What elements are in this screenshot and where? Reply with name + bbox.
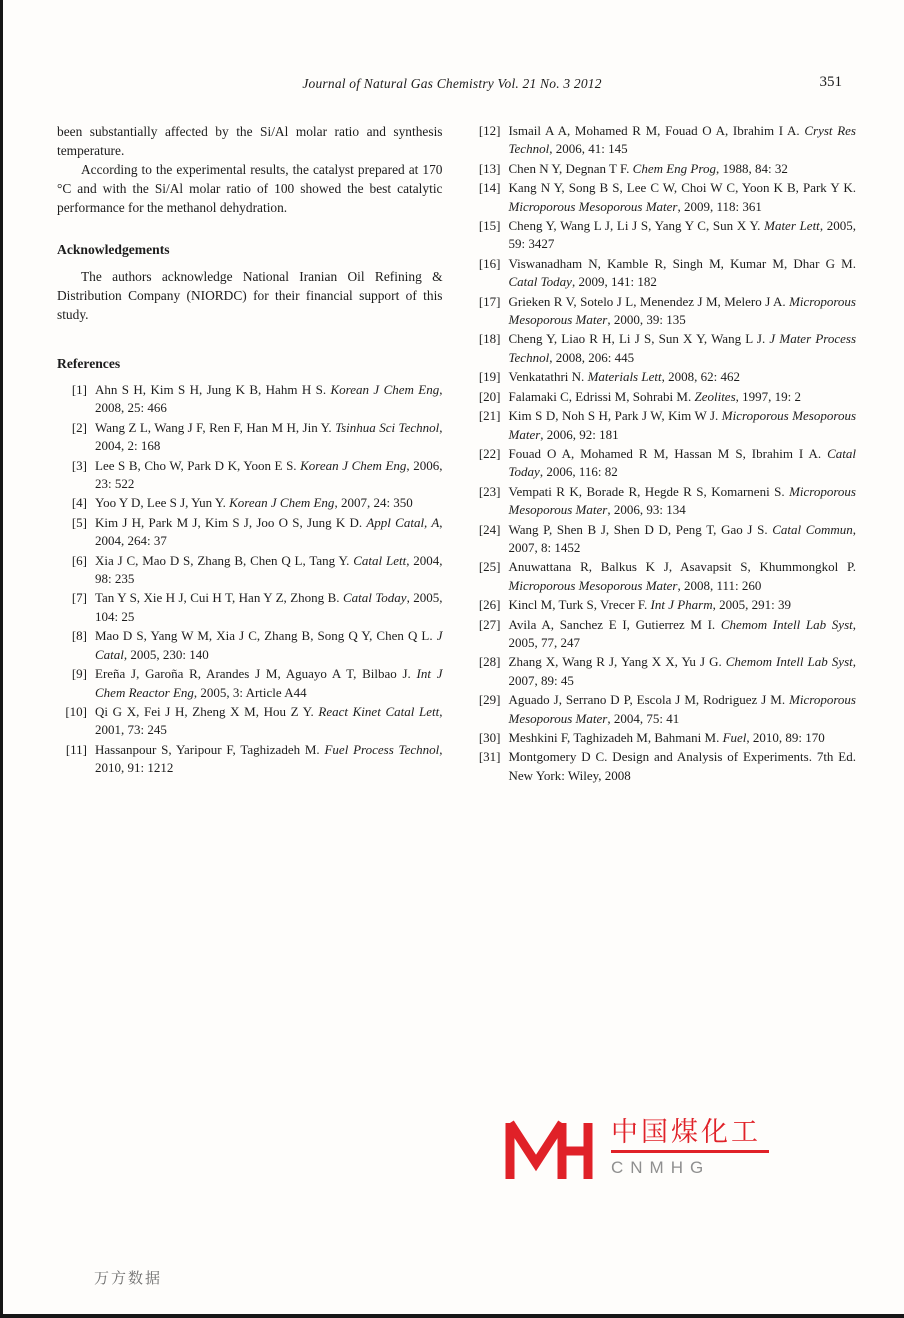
reference-number: [14]	[478, 180, 501, 196]
two-column-body	[57, 122, 856, 786]
reference-list-left	[57, 381, 443, 778]
reference-item	[57, 457, 443, 494]
reference-item	[471, 368, 857, 386]
reference-number: [27]	[478, 616, 501, 632]
reference-text: Hassanpour S, Yaripour F, Taghizadeh M. Fuel Process Technol, 2010, 91: 1212	[95, 741, 443, 776]
scan-edge-left	[0, 0, 3, 1318]
reference-number: [9]	[71, 666, 87, 682]
reference-text: Yoo Y D, Lee S J, Yun Y. Korean J Chem Eng, 2007, 24: 350	[95, 495, 413, 511]
reference-text: Anuwattana R, Balkus K J, Asavapsit S, Khummongkol P. Microporous Mesoporous Mater, 2008, 111: 260	[508, 559, 856, 593]
reference-number: [1]	[71, 382, 87, 397]
reference-item	[471, 179, 857, 216]
reference-item	[471, 293, 857, 330]
reference-number: [16]	[478, 255, 501, 271]
left-column	[57, 122, 443, 786]
reference-number: [21]	[478, 408, 501, 424]
reference-text: Aguado J, Serrano D P, Escola J M, Rodriguez J M. Microporous Mesoporous Mater, 2004, 75: 41	[508, 692, 856, 726]
reference-number: [11]	[65, 741, 87, 757]
reference-number: [26]	[478, 597, 501, 613]
reference-item	[471, 330, 857, 367]
reference-item	[57, 494, 443, 512]
reference-number: [15]	[478, 218, 501, 234]
reference-number: [4]	[71, 495, 87, 511]
reference-item	[471, 558, 857, 595]
reference-text: Vempati R K, Borade R, Hegde R S, Komarneni S. Microporous Mesoporous Mater, 2006, 93: 134	[508, 483, 856, 518]
logo-underline	[611, 1150, 769, 1153]
logo-chinese-text: 中国煤化工	[611, 1117, 761, 1147]
reference-text: Cheng Y, Wang L J, Li J S, Yang Y C, Sun X Y. Mater Lett, 2005, 59: 3427	[508, 218, 857, 252]
reference-item	[57, 514, 443, 551]
reference-text: Chen N Y, Degnan T F. Chem Eng Prog, 1988, 84: 32	[508, 160, 788, 176]
reference-number: [20]	[478, 388, 501, 404]
logo-text-block	[611, 1117, 769, 1178]
reference-number: [23]	[478, 483, 501, 499]
reference-item	[471, 483, 857, 520]
reference-item	[471, 596, 857, 614]
references-heading: References	[57, 356, 121, 371]
reference-number: [28]	[478, 654, 501, 670]
reference-number: [29]	[478, 692, 501, 708]
body-paragraph: According to the experimental results, the catalyst prepared at 170 °C and with the Si/Al molar ratio of 100 showed the best catalytic performance for the methanol dehydration.	[57, 162, 443, 215]
reference-item	[471, 388, 857, 406]
reference-item	[57, 703, 443, 740]
reference-number: [2]	[71, 419, 87, 435]
reference-text: Tan Y S, Xie H J, Cui H T, Han Y Z, Zhong B. Catal Today, 2005, 104: 25	[95, 590, 443, 624]
reference-number: [31]	[478, 749, 501, 765]
reference-text: Cheng Y, Liao R H, Li J S, Sun X Y, Wang L J. J Mater Process Technol, 2008, 206: 445	[508, 331, 856, 365]
reference-text: Ahn S H, Kim S H, Jung K B, Hahm H S. Korean J Chem Eng, 2008, 25: 466	[95, 382, 443, 416]
reference-text: Ismail A A, Mohamed R M, Fouad O A, Ibrahim I A. Cryst Res Technol, 2006, 41: 145	[508, 123, 856, 157]
reference-item	[471, 748, 857, 785]
reference-text: Grieken R V, Sotelo J L, Menendez J M, Melero J A. Microporous Mesoporous Mater, 2000, 39: 135	[508, 293, 856, 328]
reference-text: Ereña J, Garoña R, Arandes J M, Aguayo A T, Bilbao J. Int J Chem Reactor Eng, 2005, 3: Article A44	[95, 666, 443, 700]
reference-text: Venkatathri N. Materials Lett, 2008, 62: 462	[508, 369, 740, 385]
scan-edge-bottom	[0, 1314, 904, 1318]
reference-number: [25]	[478, 559, 501, 575]
reference-item	[57, 589, 443, 626]
reference-text: Mao D S, Yang W M, Xia J C, Zhang B, Song Q Y, Chen Q L. J Catal, 2005, 230: 140	[95, 628, 443, 662]
reference-number: [12]	[478, 123, 501, 138]
reference-text: Falamaki C, Edrissi M, Sohrabi M. Zeolites, 1997, 19: 2	[508, 388, 802, 404]
reference-item	[57, 665, 443, 702]
reference-text: Wang Z L, Wang J F, Ren F, Han M H, Jin Y. Tsinhua Sci Technol, 2004, 2: 168	[95, 419, 443, 454]
reference-number: [24]	[478, 521, 501, 537]
reference-list-right	[471, 122, 857, 785]
reference-item	[471, 255, 857, 292]
reference-item	[57, 552, 443, 589]
reference-text: Lee S B, Cho W, Park D K, Yoon E S. Korean J Chem Eng, 2006, 23: 522	[95, 457, 443, 492]
body-paragraph: been substantially affected by the Si/Al molar ratio and synthesis temperature.	[57, 124, 443, 158]
reference-number: [22]	[478, 445, 501, 461]
reference-item	[471, 521, 857, 558]
reference-item	[471, 160, 857, 178]
reference-number: [3]	[71, 457, 87, 473]
right-column	[471, 122, 857, 786]
reference-number: [5]	[71, 514, 87, 530]
reference-item	[57, 627, 443, 664]
reference-text: Kim J H, Park M J, Kim S J, Joo O S, Jung K D. Appl Catal, A, 2004, 264: 37	[95, 514, 443, 549]
publisher-logo	[502, 1117, 769, 1183]
reference-number: [6]	[71, 552, 87, 568]
reference-text: Meshkini F, Taghizadeh M, Bahmani M. Fuel, 2010, 89: 170	[508, 730, 825, 745]
reference-number: [10]	[65, 703, 87, 719]
reference-text: Xia J C, Mao D S, Zhang B, Chen Q L, Tang Y. Catal Lett, 2004, 98: 235	[95, 552, 443, 587]
reference-item	[471, 616, 857, 653]
page-number: 351	[819, 74, 842, 90]
reference-text: Zhang X, Wang R J, Yang X X, Yu J G. Chemom Intell Lab Syst, 2007, 89: 45	[508, 654, 857, 688]
reference-text: Viswanadham N, Kamble R, Singh M, Kumar M, Dhar G M. Catal Today, 2009, 141: 182	[508, 255, 856, 290]
reference-number: [19]	[478, 369, 501, 385]
reference-text: Montgomery D C. Design and Analysis of Experiments. 7th Ed. New York: Wiley, 2008	[508, 749, 856, 783]
reference-item	[57, 381, 443, 418]
reference-number: [7]	[71, 590, 87, 606]
reference-item	[471, 729, 857, 747]
reference-number: [17]	[478, 293, 501, 309]
reference-text: Wang P, Shen B J, Shen D D, Peng T, Gao J S. Catal Commun, 2007, 8: 1452	[508, 521, 856, 555]
reference-text: Avila A, Sanchez E I, Gutierrez M I. Chemom Intell Lab Syst, 2005, 77, 247	[508, 616, 857, 650]
reference-number: [30]	[478, 730, 501, 745]
acknowledgements-text: The authors acknowledge National Iranian Oil Refining & Distribution Company (NIORDC) for their financial support of this study.	[57, 269, 443, 322]
journal-title-line: Journal of Natural Gas Chemistry Vol. 21 No. 3 2012	[302, 76, 602, 91]
reference-item	[471, 407, 857, 444]
wanfang-watermark: 万方数据	[94, 1270, 163, 1287]
reference-number: [18]	[478, 331, 501, 347]
reference-item	[471, 445, 857, 482]
reference-number: [8]	[71, 628, 87, 644]
reference-item	[471, 122, 857, 159]
acknowledgements-heading: Acknowledgements	[57, 242, 170, 257]
reference-text: Fouad O A, Mohamed R M, Hassan M S, Ibrahim I A. Catal Today, 2006, 116: 82	[508, 445, 856, 480]
reference-text: Kincl M, Turk S, Vrecer F. Int J Pharm, 2005, 291: 39	[508, 597, 792, 613]
reference-item	[471, 217, 857, 254]
reference-text: Kang N Y, Song B S, Lee C W, Choi W C, Yoon K B, Park Y K. Microporous Mesoporous Mater, 2009, 118: 361	[508, 180, 856, 214]
cnmhg-logo-icon	[502, 1117, 598, 1183]
reference-item	[471, 691, 857, 728]
reference-text: Qi G X, Fei J H, Zheng X M, Hou Z Y. React Kinet Catal Lett, 2001, 73: 245	[95, 703, 443, 738]
logo-latin-text: CNMHG	[611, 1158, 711, 1177]
reference-number: [13]	[478, 160, 501, 176]
reference-text: Kim S D, Noh S H, Park J W, Kim W J. Microporous Mesoporous Mater, 2006, 92: 181	[508, 408, 857, 442]
reference-item	[57, 419, 443, 456]
reference-item	[57, 741, 443, 778]
reference-item	[471, 653, 857, 690]
page-header	[0, 76, 904, 92]
